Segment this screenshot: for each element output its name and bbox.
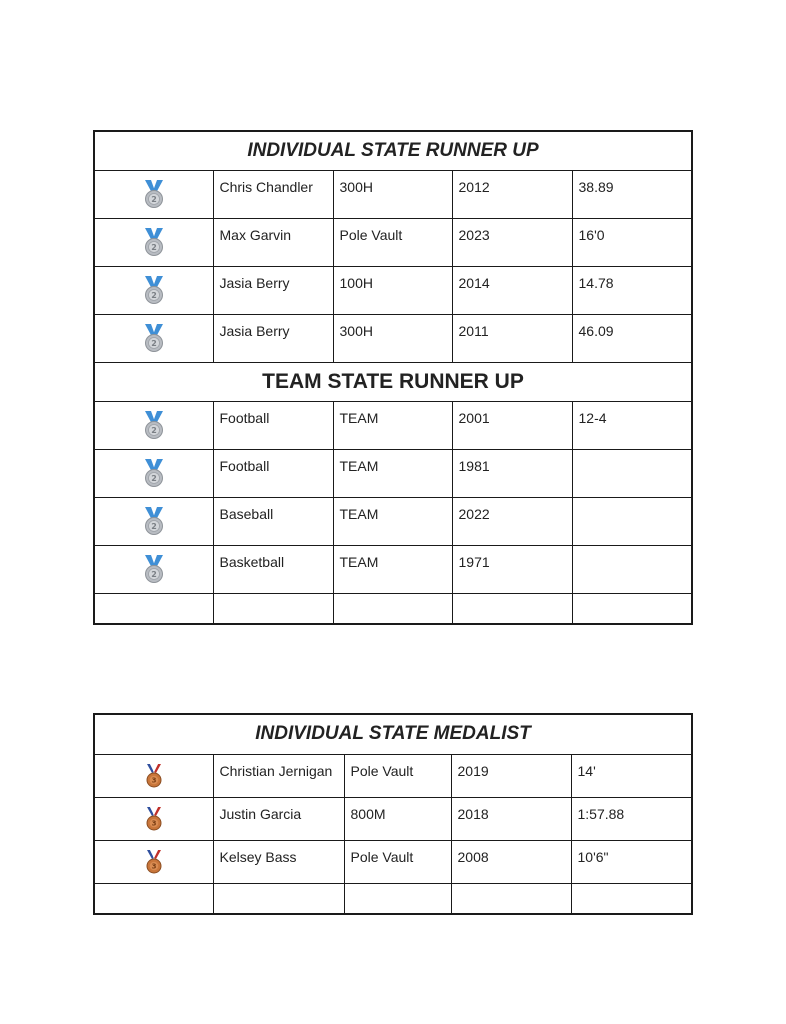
- athlete-name: Max Garvin: [213, 218, 333, 266]
- athlete-name: Chris Chandler: [213, 170, 333, 218]
- bronze-medal-icon: [145, 852, 163, 871]
- year: 2014: [452, 266, 572, 314]
- runner-up-table: [93, 130, 693, 625]
- empty-cell: [452, 593, 572, 624]
- medal-cell: [94, 754, 213, 797]
- athlete-name: Jasia Berry: [213, 266, 333, 314]
- medal-cell: [94, 840, 213, 883]
- medal-cell: [94, 218, 213, 266]
- empty-cell: [213, 883, 344, 914]
- athlete-name: Christian Jernigan: [213, 754, 344, 797]
- medal-cell: [94, 545, 213, 593]
- mark: [572, 545, 692, 593]
- year: 2019: [451, 754, 571, 797]
- event-name: 300H: [333, 314, 452, 362]
- empty-cell: [571, 883, 692, 914]
- team-name: Basketball: [213, 545, 333, 593]
- athlete-name: Kelsey Bass: [213, 840, 344, 883]
- empty-row: [94, 593, 692, 624]
- table-row: [94, 449, 692, 497]
- mark: 1:57.88: [571, 797, 692, 840]
- medal-cell: [94, 497, 213, 545]
- year: 2001: [452, 401, 572, 449]
- bronze-medal-icon: [145, 809, 163, 828]
- event-name: 100H: [333, 266, 452, 314]
- mark: 10'6": [571, 840, 692, 883]
- mark: [572, 449, 692, 497]
- year: 2011: [452, 314, 572, 362]
- empty-cell: [572, 593, 692, 624]
- silver-medal-icon: [143, 185, 165, 204]
- team-runner-up-title-row: [94, 362, 692, 401]
- mark: 38.89: [572, 170, 692, 218]
- empty-cell: [94, 593, 213, 624]
- empty-cell: [213, 593, 333, 624]
- individual-medalist-title-row: [94, 714, 692, 754]
- silver-medal-icon: [143, 329, 165, 348]
- table-row: [94, 797, 692, 840]
- athlete-name: Jasia Berry: [213, 314, 333, 362]
- mark: 16'0: [572, 218, 692, 266]
- athlete-name: Justin Garcia: [213, 797, 344, 840]
- table-row: [94, 266, 692, 314]
- medal-cell: [94, 314, 213, 362]
- silver-medal-icon: [143, 560, 165, 579]
- mark: 12-4: [572, 401, 692, 449]
- svg-text:2: 2: [150, 522, 157, 531]
- event-name: 800M: [344, 797, 451, 840]
- table-row: [94, 218, 692, 266]
- event-name: Pole Vault: [344, 840, 451, 883]
- event-name: TEAM: [333, 401, 452, 449]
- mark: [572, 497, 692, 545]
- svg-text:2: 2: [150, 195, 157, 204]
- medal-cell: [94, 401, 213, 449]
- svg-text:3: 3: [151, 862, 157, 871]
- year: 2008: [451, 840, 571, 883]
- svg-text:3: 3: [151, 776, 157, 785]
- svg-text:2: 2: [150, 426, 157, 435]
- bronze-medal-icon: [145, 766, 163, 785]
- individual-medalist-title: INDIVIDUAL STATE MEDALIST: [94, 714, 692, 754]
- svg-text:2: 2: [150, 291, 157, 300]
- empty-cell: [94, 883, 213, 914]
- table-row: [94, 401, 692, 449]
- event-name: Pole Vault: [333, 218, 452, 266]
- silver-medal-icon: [143, 281, 165, 300]
- event-name: Pole Vault: [344, 754, 451, 797]
- medal-cell: [94, 449, 213, 497]
- event-name: TEAM: [333, 497, 452, 545]
- medal-cell: [94, 170, 213, 218]
- event-name: 300H: [333, 170, 452, 218]
- mark: 46.09: [572, 314, 692, 362]
- svg-text:2: 2: [150, 570, 157, 579]
- empty-row: [94, 883, 692, 914]
- team-name: Football: [213, 449, 333, 497]
- svg-text:3: 3: [151, 819, 157, 828]
- empty-cell: [333, 593, 452, 624]
- silver-medal-icon: [143, 233, 165, 252]
- table-row: [94, 754, 692, 797]
- year: 2012: [452, 170, 572, 218]
- svg-text:2: 2: [150, 243, 157, 252]
- year: 1981: [452, 449, 572, 497]
- table-row: [94, 497, 692, 545]
- individual-runner-up-title-row: [94, 131, 692, 170]
- team-name: Football: [213, 401, 333, 449]
- event-name: TEAM: [333, 449, 452, 497]
- silver-medal-icon: [143, 512, 165, 531]
- year: 2023: [452, 218, 572, 266]
- svg-text:2: 2: [150, 339, 157, 348]
- year: 1971: [452, 545, 572, 593]
- table-row: [94, 314, 692, 362]
- medal-cell: [94, 266, 213, 314]
- team-runner-up-title: TEAM STATE RUNNER UP: [94, 362, 692, 401]
- empty-cell: [344, 883, 451, 914]
- event-name: TEAM: [333, 545, 452, 593]
- medal-cell: [94, 797, 213, 840]
- mark: 14': [571, 754, 692, 797]
- medalist-table: [93, 713, 693, 915]
- table-row: [94, 545, 692, 593]
- year: 2018: [451, 797, 571, 840]
- team-name: Baseball: [213, 497, 333, 545]
- individual-runner-up-title: INDIVIDUAL STATE RUNNER UP: [94, 131, 692, 170]
- year: 2022: [452, 497, 572, 545]
- mark: 14.78: [572, 266, 692, 314]
- silver-medal-icon: [143, 464, 165, 483]
- table-row: [94, 170, 692, 218]
- svg-text:2: 2: [150, 474, 157, 483]
- empty-cell: [451, 883, 571, 914]
- table-row: [94, 840, 692, 883]
- silver-medal-icon: [143, 416, 165, 435]
